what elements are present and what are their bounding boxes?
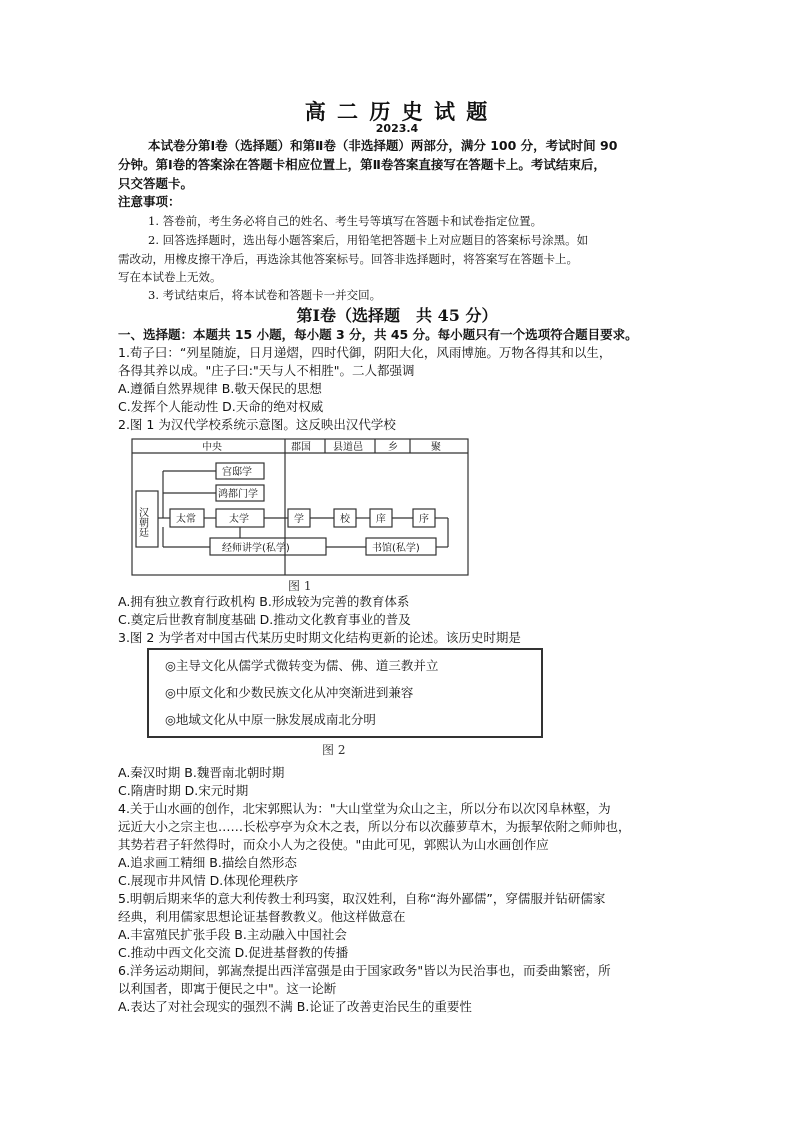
fig1-header-jun: 郡国 — [291, 442, 311, 453]
q3-options-1: A.秦汉时期 B.魏晋南北朝时期 — [118, 765, 285, 780]
intro-line-1: 本试卷分第Ⅰ卷（选择题）和第Ⅱ卷（非选择题）两部分，满分 100 分，考试时间 90 — [148, 138, 618, 153]
fig1-node-xue: 学 — [294, 514, 304, 525]
figure-1-caption: 图 1 — [288, 579, 312, 593]
fig2-row-1: ◎主导文化从儒学式微转变为儒、佛、道三教并立 — [165, 658, 439, 673]
fig1-header-xiang: 乡 — [388, 442, 398, 453]
figure-1-diagram — [130, 437, 470, 577]
notes-line-1: 1. 答卷前，考生务必将自己的姓名、考生号等填写在答题卡和试卷指定位置。 — [148, 214, 543, 228]
fig1-node-xu: 序 — [419, 514, 429, 525]
fig1-node-court: 汉朝廷 — [136, 507, 148, 537]
q3-options-2: C.隋唐时期 D.宋元时期 — [118, 783, 249, 798]
q6-stem-2: 以利国者，即寓于便民之中"。这一论断 — [118, 981, 337, 996]
q2-options-2: C.奠定后世教育制度基础 D.推动文化教育事业的普及 — [118, 612, 411, 627]
notes-line-3: 需改动，用橡皮擦干净后，再选涂其他答案标号。回答非选择题时，将答案写在答题卡上。 — [118, 252, 578, 266]
q1-stem-1: 1.荀子曰：“列星随旋，日月递熠，四时代御，阴阳大化，风雨博施。万物各得其和以生， — [118, 345, 612, 360]
notes-heading: 注意事项： — [118, 194, 181, 209]
section-instruction: 一、选择题：本题共 15 小题，每小题 3 分，共 45 分。每小题只有一个选项符合题目要求。 — [118, 327, 638, 342]
notes-line-5: 3. 考试结束后，将本试卷和答题卡一并交回。 — [148, 288, 382, 302]
notes-line-4: 写在本试卷上无效。 — [118, 270, 222, 284]
q2-options-1: A.拥有独立教育行政机构 B.形成较为完善的教育体系 — [118, 594, 410, 609]
q5-stem-1: 5.明朝后期来华的意大利传教士利玛窦，取汉姓利，自称“海外鄙儒”，穿儒服并钻研儒家 — [118, 891, 606, 906]
section-title: 第Ⅰ卷（选择题 共 45 分） — [296, 306, 498, 325]
fig1-header-central: 中央 — [202, 442, 222, 453]
intro-line-2: 分钟。第Ⅰ卷的答案涂在答题卡相应位置上，第Ⅱ卷答案直接写在答题卡上。考试结束后， — [118, 157, 606, 172]
fig1-node-hongdu: 鸿都门学 — [218, 489, 258, 500]
fig1-node-jingshi: 经师讲学(私学) — [222, 543, 290, 554]
fig2-row-3: ◎地域文化从中原一脉发展成南北分明 — [165, 712, 376, 727]
q4-stem-1: 4.关于山水画的创作，北宋郭熙认为："大山堂堂为众山之主，所以分布以次冈阜林壑，为 — [118, 801, 611, 816]
q4-stem-3: 其势若君子轩然得时，而众小人为之役使。"由此可见，郭熙认为山水画创作应 — [118, 837, 549, 852]
figure-2-caption: 图 2 — [322, 743, 346, 757]
fig1-header-ju: 聚 — [431, 442, 441, 453]
notes-line-2: 2. 回答选择题时，选出每小题答案后，用铅笔把答题卡上对应题目的答案标号涂黑。如 — [148, 233, 589, 247]
q1-stem-2: 各得其养以成。"庄子曰:"天与人不相胜"。二人都强调 — [118, 363, 415, 378]
q5-stem-2: 经典，利用儒家思想论证基督教教义。他这样做意在 — [118, 909, 406, 924]
fig1-node-shuguan: 书馆(私学) — [372, 543, 420, 554]
fig1-node-taichang: 太常 — [176, 514, 196, 525]
fig1-node-taixue: 太学 — [229, 514, 249, 525]
q1-options-2: C.发挥个人能动性 D.天命的绝对权威 — [118, 399, 324, 414]
q4-options-1: A.追求画工精细 B.描绘自然形态 — [118, 855, 297, 870]
fig1-node-xiao: 校 — [340, 514, 350, 525]
q6-options-1: A.表达了对社会现实的强烈不满 B.论证了改善吏治民生的重要性 — [118, 999, 472, 1014]
q4-stem-2: 远近大小之宗主也……长松亭亭为众木之表，所以分布以次藤萝草木，为振挈依附之师帅也， — [118, 819, 631, 834]
q5-options-1: A.丰富殖民扩张手段 B.主动融入中国社会 — [118, 927, 347, 942]
fig2-row-2: ◎中原文化和少数民族文化从冲突渐进到兼容 — [165, 685, 414, 700]
q4-options-2: C.展现市井风情 D.体现伦理秩序 — [118, 873, 299, 888]
intro-line-3: 只交答题卡。 — [118, 176, 194, 191]
q6-stem-1: 6.洋务运动期间，郭嵩焘提出西洋富强是由于国家政务"皆以为民治事也，而委曲繁密，所 — [118, 963, 611, 978]
q3-stem: 3.图 2 为学者对中国古代某历史时期文化结构更新的论述。该历史时期是 — [118, 630, 521, 645]
q2-stem: 2.图 1 为汉代学校系统示意图。这反映出汉代学校 — [118, 417, 396, 432]
fig1-node-gongdi: 宫邸学 — [222, 467, 252, 478]
fig1-node-xiang: 庠 — [376, 514, 386, 525]
figure-2-box — [147, 648, 543, 738]
fig1-header-xian: 县道邑 — [333, 442, 363, 453]
q5-options-2: C.推动中西文化交流 D.促进基督教的传播 — [118, 945, 349, 960]
exam-title: 高 二 历 史 试 题 — [304, 99, 490, 124]
exam-date: 2023.4 — [375, 122, 419, 135]
q1-options-1: A.遵循自然界规律 B.敬天保民的思想 — [118, 381, 322, 396]
